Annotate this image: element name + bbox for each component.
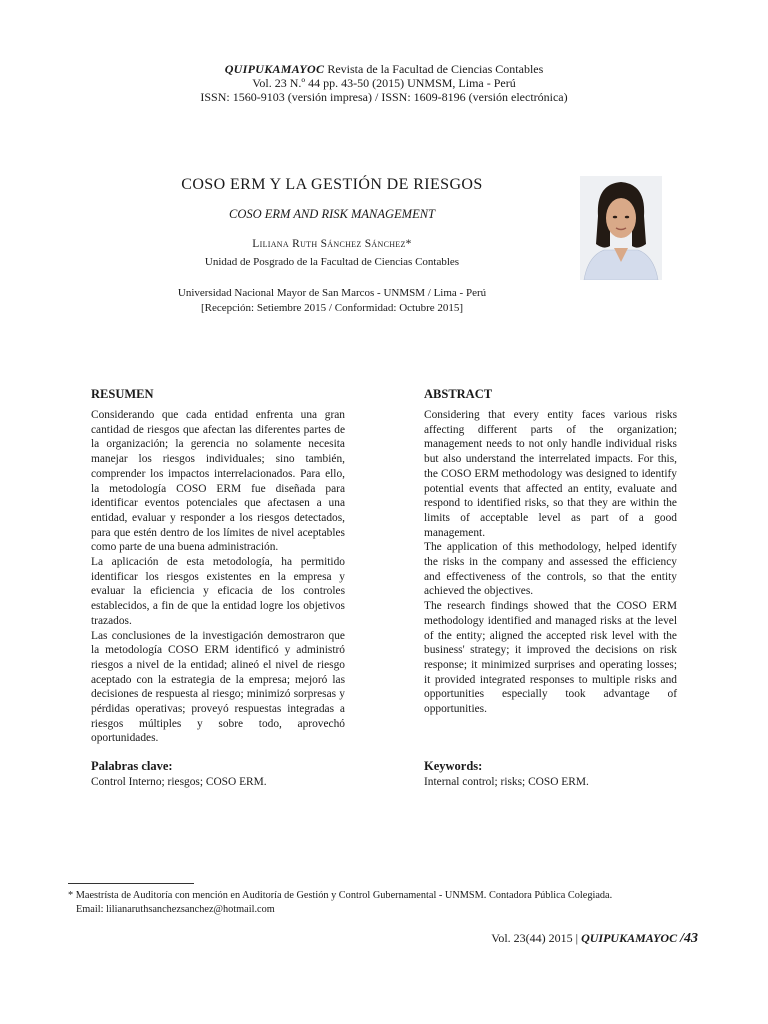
journal-header — [0, 62, 768, 104]
abstract-paragraph: The application of this methodology, helped identify the risks in the company and assessed the efficiency and effectiveness of the controls, so that the entity achieved the objectives. — [424, 541, 677, 598]
footnote-email[interactable]: Email: lilianaruthsanchezsanchez@hotmail.com — [76, 904, 275, 915]
journal-name: Revista de la Facultad de Ciencias Contables — [324, 62, 544, 76]
footer-brand: QUIPUKAMAYOC — [581, 931, 678, 945]
journal-header-line-1 — [0, 62, 768, 76]
article-subtitle: COSO ERM AND RISK MANAGEMENT — [228, 207, 435, 221]
resumen-paragraph: La aplicación de esta metodología, ha permitido identificar los riesgos existentes en la empresa y evaluar la eficiencia y eficacia de los controles establecidos, a fin de que la entidad logre los objetivos trazados. — [91, 556, 345, 627]
keywords-heading: Keywords: — [424, 759, 483, 773]
journal-issn: ISSN: 1560-9103 (versión impresa) / ISSN: 1609-8196 (versión electrónica) — [200, 90, 568, 104]
footer-volume: Vol. 23(44) 2015 — [491, 931, 573, 945]
journal-volume-info: Vol. 23 N.º 44 pp. 43-50 (2015) UNMSM, Lima - Perú — [252, 76, 516, 90]
palabras-clave-heading: Palabras clave: — [91, 759, 173, 773]
footnote-rule — [68, 883, 194, 884]
author-name: Liliana Ruth Sánchez Sánchez* — [252, 238, 412, 250]
resumen-heading: RESUMEN — [91, 387, 154, 401]
journal-brand: QUIPUKAMAYOC — [224, 62, 325, 76]
abstract-paragraph: Considering that every entity faces various risks affecting different parts of the organization; management needs to not only handle individual risks but also understand the interrelated impacts. For this, the COSO ERM methodology was designed to identify potential events that affected an entity, evaluate and respond to identified risks, so that they are within the limits of acceptable level as part of a good management. — [424, 409, 677, 539]
page-number: /43 — [680, 931, 698, 946]
submission-dates: [Recepción: Setiembre 2015 / Conformidad: Octubre 2015] — [200, 302, 464, 314]
palabras-clave-text: Control Interno; riesgos; COSO ERM. — [91, 776, 267, 788]
resumen-body — [91, 408, 345, 746]
abstract-body — [424, 408, 677, 717]
keywords-text: Internal control; risks; COSO ERM. — [424, 776, 589, 788]
article-title: COSO ERM Y LA GESTIÓN DE RIESGOS — [181, 176, 483, 193]
abstract-paragraph: The research findings showed that the COSO ERM methodology identified and managed risks at the level of the entity; aligned the accepted risk level with the business' strategy; it improved the decisions on risk response; it minimized surprises and operating losses; it provided integrated responses to multiple risks and opportunities especially took advantage of opportunities. — [424, 600, 677, 716]
author-affiliation: Unidad de Posgrado de la Facultad de Ciencias Contables — [204, 256, 460, 268]
resumen-paragraph: Las conclusiones de la investigación demostraron que la metodología COSO ERM identificó y administró riesgos a nivel de la entidad; alineó el nivel de riesgo aceptado con la estrategia de la empresa; mejoró las decisiones de respuesta al riesgo; minimizó sorpresas y pérdidas operativas; proveyó respuestas integradas a riesgos múltiples y sobre todo, aprovechó oportunidades. — [91, 629, 345, 745]
footer-separator: | — [575, 931, 579, 945]
footnote — [68, 889, 708, 917]
page-footer — [491, 931, 698, 947]
abstract-heading: ABSTRACT — [424, 387, 493, 401]
resumen-paragraph: Considerando que cada entidad enfrenta una gran cantidad de riesgos que afectan las diferentes partes de la organización; la gerencia no solamente necesita manejar los riesgos individuales; sino también, comprender los impactos interrelacionados. Para ello, la metodología COSO ERM fue diseñada para identificar eventos potenciales que afectasen a una entidad, evaluar y responder a los riesgos detectados, para que estén dentro de los límites de nivel aceptables como parte de una buena administración. — [91, 409, 345, 554]
author-photo — [580, 176, 662, 280]
footnote-author-credentials: * Maestrísta de Auditoría con mención en Auditoría de Gestión y Control Gubernamental - UNMSM. Contadora Pública Colegiada. — [68, 890, 613, 901]
author-portrait-image — [580, 176, 662, 280]
university: Universidad Nacional Mayor de San Marcos - UNMSM / Lima - Perú — [177, 287, 487, 299]
